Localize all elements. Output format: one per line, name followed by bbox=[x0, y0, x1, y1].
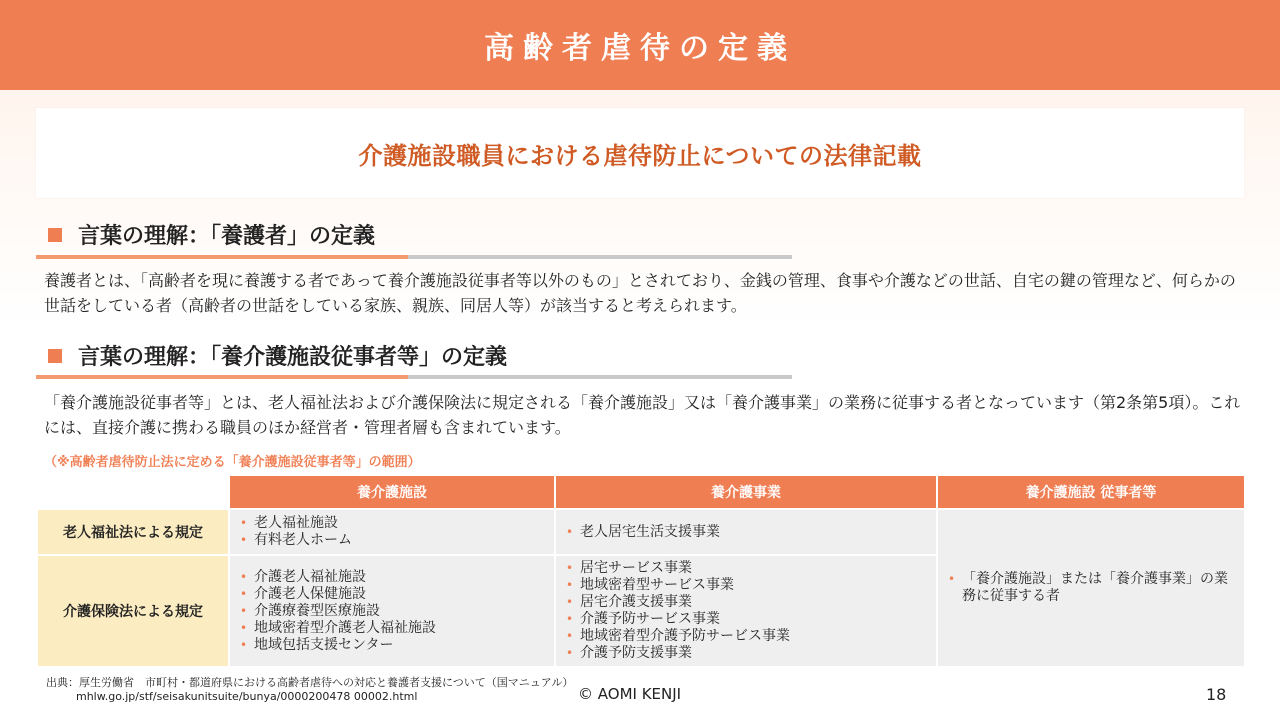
source-citation bbox=[46, 676, 573, 704]
list-item: • 地域密着型サービス事業 bbox=[564, 577, 928, 594]
list-item: • 老人居宅生活支援事業 bbox=[564, 524, 928, 541]
facility-list bbox=[238, 515, 546, 549]
worker-list bbox=[946, 571, 1236, 605]
section2-heading bbox=[48, 340, 507, 371]
list-item: • 「養介護施設」または「養介護事業」の業務に従事する者 bbox=[946, 571, 1236, 605]
list-item: • 介護療養型医療施設 bbox=[238, 603, 546, 620]
column-header: 養介護施設 従事者等 bbox=[937, 475, 1245, 509]
column-header: 養介護事業 bbox=[555, 475, 937, 509]
slide-title: 高齢者虐待の定義 bbox=[484, 31, 796, 66]
business-cell bbox=[555, 509, 937, 555]
list-item: • 地域密着型介護老人福祉施設 bbox=[238, 620, 546, 637]
source-url: mhlw.go.jp/stf/seisakunitsuite/bunya/0000200478 00002.html bbox=[76, 690, 418, 703]
source-line: 出典：厚生労働省 市町村・都道府県における高齢者虐待への対応と養護者支援について（国マニュアル） bbox=[46, 676, 574, 689]
section2-underline bbox=[36, 375, 792, 379]
business-list bbox=[564, 524, 928, 541]
section2-title: 言葉の理解：「養介護施設従事者等」の定義 bbox=[78, 345, 508, 370]
list-item: • 介護予防支援事業 bbox=[564, 645, 928, 662]
list-item: • 介護老人福祉施設 bbox=[238, 569, 546, 586]
scope-table bbox=[36, 474, 1246, 668]
column-header: 養介護施設 bbox=[229, 475, 555, 509]
section1-title: 言葉の理解：「養護者」の定義 bbox=[78, 224, 376, 249]
list-item: • 介護予防サービス事業 bbox=[564, 611, 928, 628]
table-row bbox=[37, 509, 1245, 555]
section1-heading bbox=[48, 219, 375, 250]
section2-text: 「養介護施設従事者等」とは、老人福祉法および介護保険法に規定される「養介護施設」又は「養介護事業」の業務に従事する者となっています（第2条第5項）。これには、直接介護に携わる職員のほか経営者・管理者層も含まれています。 bbox=[44, 393, 1241, 437]
slide-subtitle: 介護施設職員における虐待防止についての法律記載 bbox=[358, 141, 922, 170]
list-item: • 地域包括支援センター bbox=[238, 637, 546, 654]
worker-cell bbox=[937, 509, 1245, 667]
list-item: • 居宅サービス事業 bbox=[564, 560, 928, 577]
scope-note: （※高齢者虐待防止法に定める「養介護施設従事者等」の範囲） bbox=[44, 455, 421, 470]
facility-cell bbox=[229, 509, 555, 555]
subtitle-box bbox=[36, 108, 1244, 198]
slide-header bbox=[0, 0, 1280, 90]
business-cell bbox=[555, 555, 937, 667]
business-list bbox=[564, 560, 928, 662]
list-item: • 介護老人保健施設 bbox=[238, 586, 546, 603]
list-item: • 地域密着型介護予防サービス事業 bbox=[564, 628, 928, 645]
table-corner bbox=[37, 475, 229, 509]
row-header: 老人福祉法による規定 bbox=[37, 509, 229, 555]
list-item: • 老人福祉施設 bbox=[238, 515, 546, 532]
list-item: • 有料老人ホーム bbox=[238, 532, 546, 549]
table-header-row bbox=[37, 475, 1245, 509]
page-number: 18 bbox=[1206, 685, 1227, 704]
square-bullet-icon bbox=[48, 228, 62, 242]
square-bullet-icon bbox=[48, 349, 62, 363]
section1-text: 養護者とは、「高齢者を現に養護する者であって養介護施設従事者等以外のもの」とされており、金銭の管理、食事や介護などの世話、自宅の鍵の管理など、何らかの世話をしている者（高齢者の世話をしている家族、親族、同居人等）が該当すると考えられます。 bbox=[44, 271, 1236, 315]
copyright: © AOMI KENJI bbox=[578, 685, 682, 703]
row-header: 介護保険法による規定 bbox=[37, 555, 229, 667]
list-item: • 居宅介護支援事業 bbox=[564, 594, 928, 611]
facility-list bbox=[238, 569, 546, 654]
section1-underline bbox=[36, 255, 792, 259]
facility-cell bbox=[229, 555, 555, 667]
